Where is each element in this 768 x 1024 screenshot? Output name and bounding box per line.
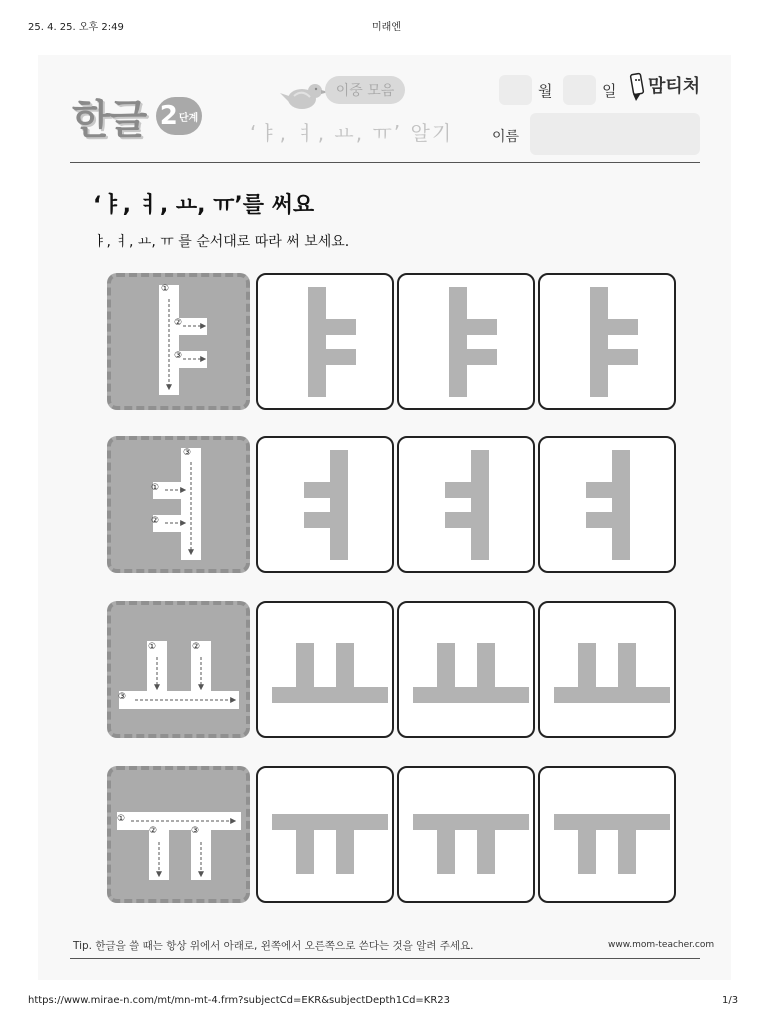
worksheet-instruction: ㅑ, ㅕ, ㅛ, ㅠ 를 순서대로 따라 써 보세요. (93, 234, 350, 250)
trace-cell-yo[interactable] (397, 601, 535, 738)
stroke-number-1: ① (151, 483, 160, 493)
stroke-number-1: ① (148, 642, 157, 652)
trace-cell-yu[interactable] (538, 766, 676, 903)
header-divider (70, 162, 700, 163)
print-url: https://www.mirae-n.com/mt/mn-mt-4.frm?subjectCd=EKR&subjectDepth1Cd=KR23 (28, 995, 451, 1006)
stroke-number-2: ② (192, 642, 201, 652)
stroke-guide-yo (107, 601, 250, 738)
trace-cell-yeo[interactable] (538, 436, 676, 573)
trace-cell-yeo[interactable] (397, 436, 535, 573)
stroke-number-1: ① (117, 814, 126, 824)
stage-word: 단계 (178, 112, 199, 124)
tip-text: Tip. 한글을 쓸 때는 항상 위에서 아래로, 왼쪽에서 오른쪽으로 쓴다는 것을 알려 주세요. (73, 940, 474, 952)
trace-cell-yu[interactable] (256, 766, 394, 903)
trace-cell-ya[interactable] (538, 273, 676, 410)
stroke-number-3: ③ (183, 448, 192, 458)
stroke-guide-yeo (107, 436, 250, 573)
stroke-number-3: ③ (191, 826, 200, 836)
bird-icon (278, 79, 330, 113)
trace-cell-yo[interactable] (256, 601, 394, 738)
print-datetime: 25. 4. 25. 오후 2:49 (28, 22, 124, 33)
stroke-guide-ya (107, 273, 250, 410)
day-label: 일 (602, 82, 617, 100)
topic-title: ‘ㅑ, ㅕ, ㅛ, ㅠ’ 알기 (250, 121, 454, 145)
month-input[interactable] (499, 75, 532, 105)
stage-badge (156, 97, 202, 135)
trace-cell-yu[interactable] (397, 766, 535, 903)
name-label: 이름 (492, 129, 520, 145)
trace-cell-yo[interactable] (538, 601, 676, 738)
footer-divider (70, 958, 700, 959)
trace-cell-yeo[interactable] (256, 436, 394, 573)
name-input[interactable] (530, 113, 700, 155)
worksheet-heading: ‘ㅑ, ㅕ, ㅛ, ㅠ’를 써요 (93, 193, 315, 218)
print-page-number: 1/3 (722, 995, 739, 1006)
trace-cell-ya[interactable] (256, 273, 394, 410)
brand-name: 맘티처 (648, 76, 701, 97)
stroke-number-3: ③ (174, 351, 183, 361)
stroke-number-3: ③ (118, 692, 127, 702)
stroke-number-2: ② (174, 318, 183, 328)
hangul-logo: 한글 (72, 97, 146, 143)
stage-number: 2 (159, 101, 178, 131)
print-site-title: 미래엔 (372, 22, 401, 33)
website-link[interactable]: www.mom-teacher.com (608, 940, 715, 950)
pencil-character-icon (626, 70, 648, 102)
trace-cell-ya[interactable] (397, 273, 535, 410)
stroke-number-2: ② (149, 826, 158, 836)
day-input[interactable] (563, 75, 596, 105)
month-label: 월 (538, 82, 553, 100)
stroke-guide-yu (107, 766, 250, 903)
stroke-number-1: ① (161, 284, 170, 294)
topic-pill: 이중 모음 (325, 76, 405, 104)
stroke-number-2: ② (151, 516, 160, 526)
